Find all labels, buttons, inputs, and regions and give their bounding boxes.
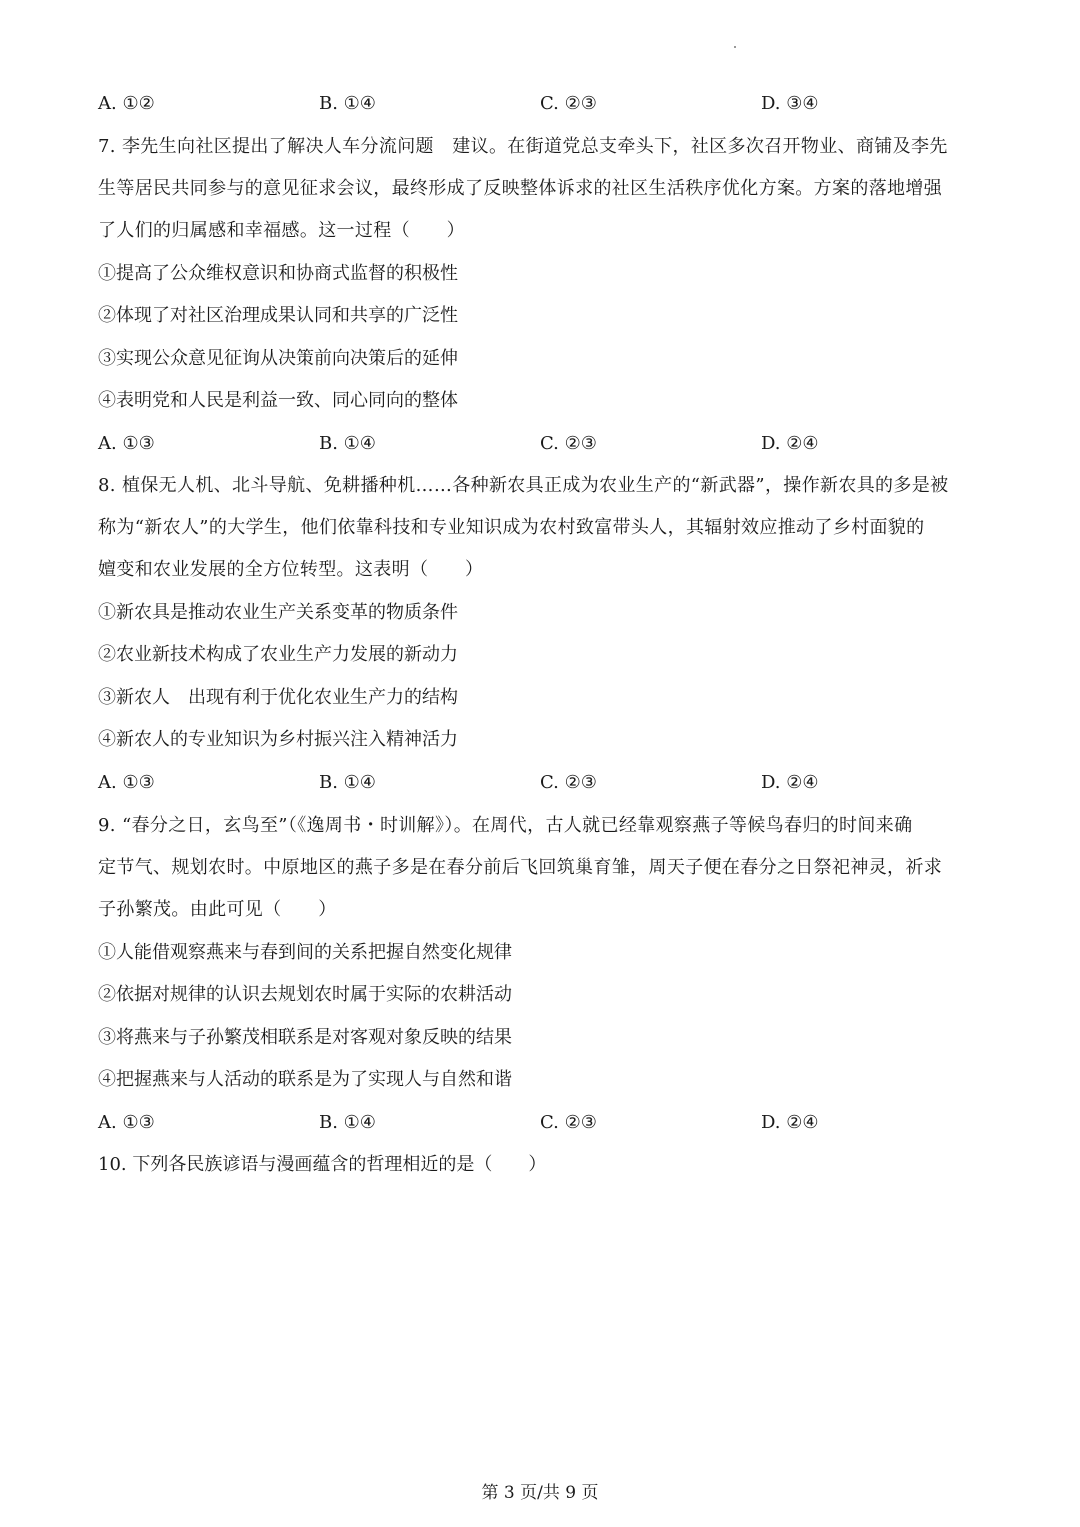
statement-item: ③新农人 出现有利于优化农业生产力的结构 [98, 687, 458, 708]
option-c: C. ②③ [540, 772, 597, 793]
statement-item: ④表明党和人民是利益一致、同心同向的整体 [98, 390, 458, 411]
statement-item: ①提高了公众维权意识和协商式监督的积极性 [98, 263, 458, 284]
statement-item: ②农业新技术构成了农业生产力发展的新动力 [98, 644, 458, 665]
option-b: B. ①④ [319, 772, 376, 793]
question-stem-line: 子孙繁茂。由此可见（ ） [98, 899, 337, 920]
option-a: A. ①② [98, 93, 155, 114]
option-b: B. ①④ [319, 1112, 376, 1133]
statement-item: ①新农具是推动农业生产关系变革的物质条件 [98, 602, 458, 623]
question-stem-line: 生等居民共同参与的意见征求会议，最终形成了反映整体诉求的社区生活秩序优化方案。方案的落地增强 [98, 178, 943, 199]
page-number-footer: 第 3 页/共 9 页 [481, 1483, 599, 1503]
option-a: A. ①③ [98, 772, 155, 793]
statement-item: ③将燕来与子孙繁茂相联系是对客观对象反映的结果 [98, 1027, 512, 1048]
option-b: B. ①④ [319, 433, 376, 454]
statement-item: ③实现公众意见征询从决策前向决策后的延伸 [98, 348, 458, 369]
option-d: D. ②④ [761, 433, 819, 454]
question-stem-line: 嬗变和农业发展的全方位转型。这表明（ ） [98, 559, 484, 580]
question-stem-line: 8. 植保无人机、北斗导航、免耕播种机……各种新农具正成为农业生产的“新武器”，操作新农具的多是被 [98, 475, 949, 496]
option-c: C. ②③ [540, 433, 597, 454]
statement-item: ④把握燕来与人活动的联系是为了实现人与自然和谐 [98, 1069, 512, 1090]
statement-item: ④新农人的专业知识为乡村振兴注入精神活力 [98, 729, 458, 750]
statement-item: ②体现了对社区治理成果认同和共享的广泛性 [98, 305, 458, 326]
option-c: C. ②③ [540, 93, 597, 114]
option-d: D. ②④ [761, 772, 819, 793]
statement-item: ①人能借观察燕来与春到间的关系把握自然变化规律 [98, 942, 512, 963]
option-d: D. ③④ [761, 93, 819, 114]
question-stem-line: 10. 下列各民族谚语与漫画蕴含的哲理相近的是（ ） [98, 1154, 547, 1175]
statement-item: ②依据对规律的认识去规划农时属于实际的农耕活动 [98, 984, 512, 1005]
question-stem-line: 称为“新农人”的大学生，他们依靠科技和专业知识成为农村致富带头人，其辐射效应推动了乡村面貌的 [98, 517, 925, 538]
question-stem-line: 9. “春分之日，玄鸟至”（《逸周书・时训解》）。在周代，古人就已经靠观察燕子等候鸟春归的时间来确 [98, 815, 913, 836]
question-stem-line: 了人们的归属感和幸福感。这一过程（ ） [98, 220, 465, 241]
scan-speck [734, 46, 736, 48]
option-b: B. ①④ [319, 93, 376, 114]
option-a: A. ①③ [98, 433, 155, 454]
option-c: C. ②③ [540, 1112, 597, 1133]
option-a: A. ①③ [98, 1112, 155, 1133]
question-stem-line: 定节气、规划农时。中原地区的燕子多是在春分前后飞回筑巢育雏，周天子便在春分之日祭祀神灵，祈求 [98, 857, 943, 878]
question-stem-line: 7. 李先生向社区提出了解决人车分流问题 建议。在街道党总支牵头下，社区多次召开物业、商铺及李先 [98, 136, 948, 157]
option-d: D. ②④ [761, 1112, 819, 1133]
